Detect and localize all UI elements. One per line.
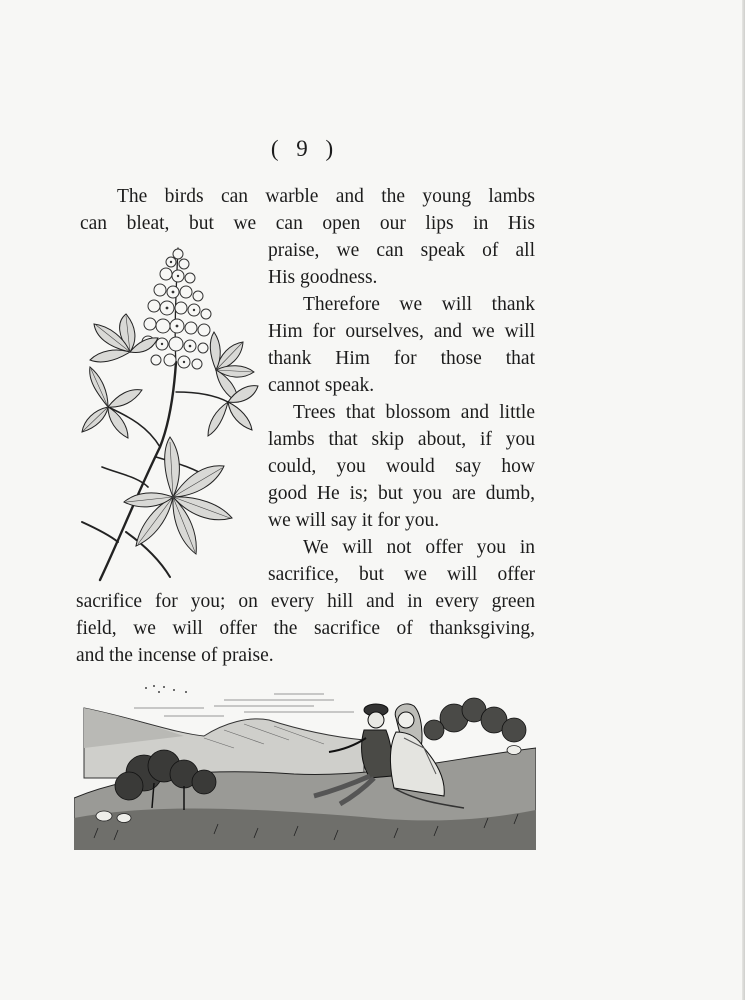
text-line: sacrifice, but we will offer <box>268 564 535 585</box>
text-line: Trees that blossom and little <box>293 402 535 423</box>
text-line: The birds can warble and the young lambs <box>117 186 535 207</box>
text-line: and the incense of praise. <box>76 645 274 666</box>
horse-chestnut-illustration <box>78 242 260 587</box>
text-line: His goodness. <box>268 267 378 288</box>
text-line: sacrifice for you; on every hill and in every green <box>76 591 535 612</box>
text-line: cannot speak. <box>268 375 375 396</box>
text-line: Him for ourselves, and we will <box>268 321 535 342</box>
text-line: praise, we can speak of all <box>268 240 535 261</box>
hillside-scene-illustration <box>74 678 536 850</box>
text-line: We will not offer you in <box>303 537 535 558</box>
page-number: ( 9 ) <box>270 136 340 161</box>
text-line: could, you would say how <box>268 456 535 477</box>
text-line: Therefore we will thank <box>303 294 535 315</box>
text-line: can bleat, but we can open our lips in His <box>80 213 535 234</box>
text-line: thank Him for those that <box>268 348 535 369</box>
text-line: field, we will offer the sacrifice of thanksgiving, <box>76 618 535 639</box>
text-line: lambs that skip about, if you <box>268 429 535 450</box>
text-line: good He is; but you are dumb, <box>268 483 535 504</box>
text-line: we will say it for you. <box>268 510 440 531</box>
